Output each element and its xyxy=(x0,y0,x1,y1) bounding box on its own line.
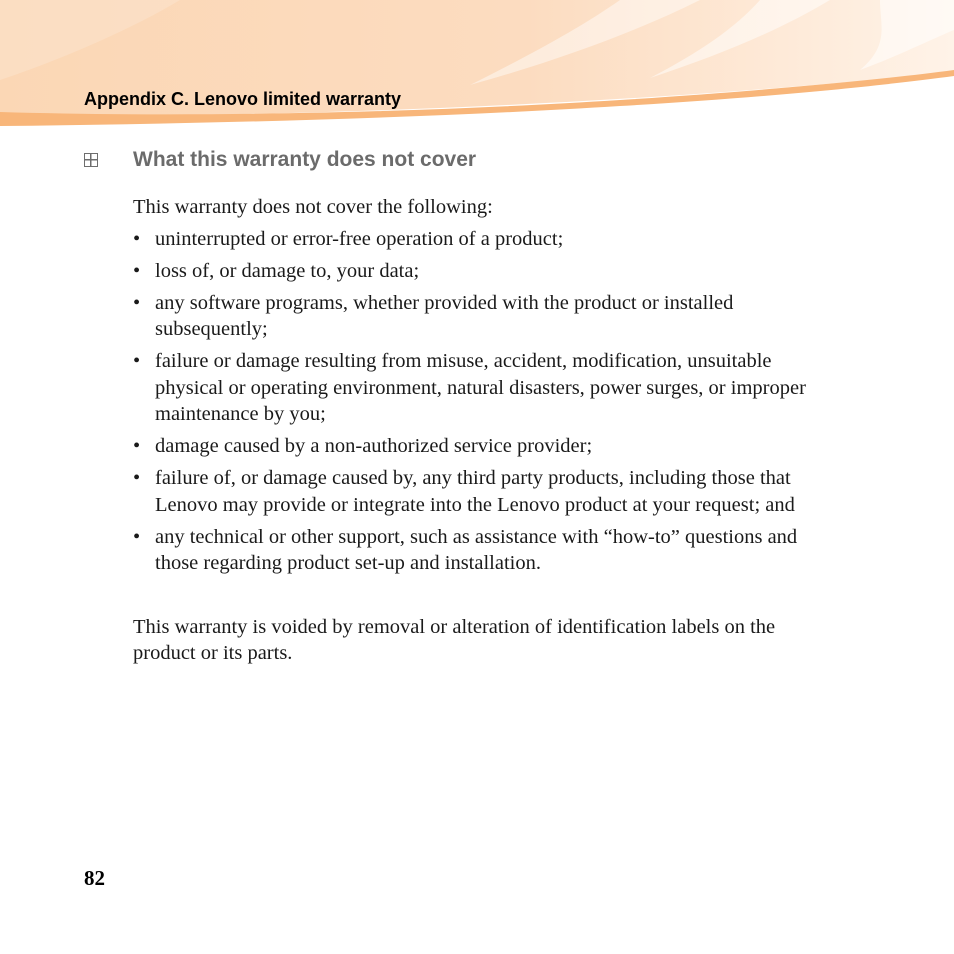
list-item xyxy=(133,348,838,428)
boxed-plus-icon xyxy=(84,153,98,167)
bullet-icon: • xyxy=(133,291,141,314)
list-item xyxy=(133,290,838,343)
list-item-text: uninterrupted or error-free operation of a product; xyxy=(155,227,564,250)
exclusions-list xyxy=(133,226,838,577)
closing-paragraph: This warranty is voided by removal or alteration of identification labels on the product or its parts. xyxy=(133,615,776,664)
running-header-title: Appendix C. Lenovo limited warranty xyxy=(84,89,402,109)
list-item-text: failure or damage resulting from misuse, accident, modification, unsuitable physical or operating environment, natural disasters, power surges, or improper maintenance by you; xyxy=(155,350,806,425)
bullet-icon: • xyxy=(133,435,141,457)
bullet-icon: • xyxy=(133,350,141,372)
list-item-text: failure of, or damage caused by, any third party products, including those that Lenovo may provide or integrate into the Lenovo product at your request; and xyxy=(155,467,795,516)
list-item-text: damage caused by a non-authorized service provider; xyxy=(155,435,593,457)
bullet-icon: • xyxy=(133,467,141,489)
section-title: What this warranty does not cover xyxy=(133,148,477,171)
list-item xyxy=(133,226,838,253)
section-heading xyxy=(84,148,476,172)
list-item xyxy=(133,524,838,577)
list-item-text: loss of, or damage to, your data; xyxy=(155,259,420,282)
bullet-icon: • xyxy=(133,259,141,282)
list-item xyxy=(133,465,838,518)
list-item-text: any technical or other support, such as assistance with “how-to” questions and those regarding product set-up and installation. xyxy=(155,525,798,574)
bullet-icon: • xyxy=(133,227,141,250)
page-number: 82 xyxy=(84,866,105,890)
list-item-text: any software programs, whether provided with the product or installed subsequently; xyxy=(155,291,734,340)
header-swoosh-graphic xyxy=(0,0,954,130)
list-item xyxy=(133,258,838,285)
page-header-banner xyxy=(0,0,954,130)
intro-paragraph: This warranty does not cover the following: xyxy=(133,196,493,218)
list-item xyxy=(133,433,838,460)
bullet-icon: • xyxy=(133,525,141,548)
body-content xyxy=(133,194,838,667)
